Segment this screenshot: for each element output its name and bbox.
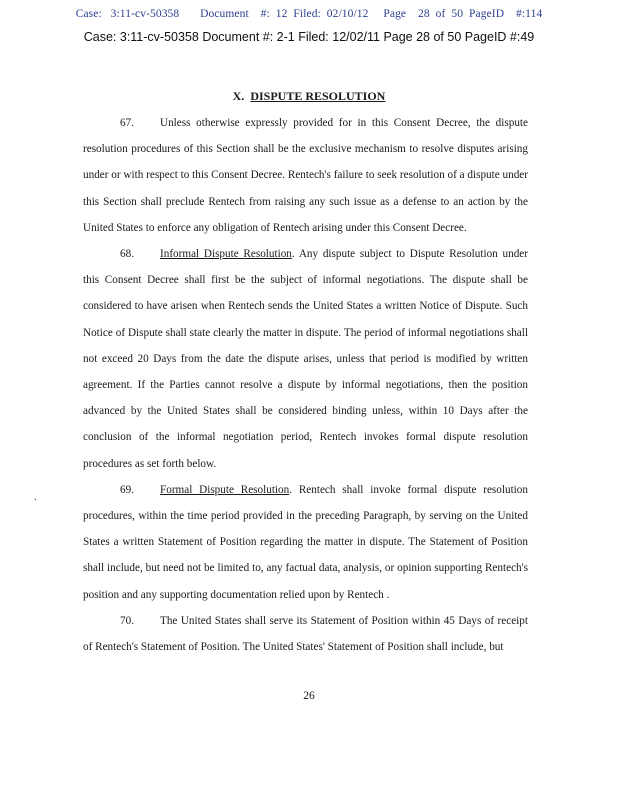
section-number: X. [232,89,245,103]
paragraph-69 [83,477,528,608]
page-number: 26 [303,690,315,702]
paragraph-number: 68. [120,248,134,261]
paragraph-number: 67. [120,117,134,129]
paragraph-number: 70. [120,614,134,627]
paragraph-heading: Formal Dispute Resolution [160,483,290,496]
paragraph-number: 69. [120,483,134,496]
paragraph-text: . Any dispute subject to Dispute Resolution under this Consent Decree shall first be the subject of informal negotiations. The dispute shall be considered to have arisen when Rentech sends the United States a written Notice of Dispute. Such Notice of Dispute shall state clearly the matter in dispute. The period of informal negotiations shall not exceed 20 Days from the date the dispute arises, unless that period is modified by written agreement. If the Parties cannot resolve a dispute by informal negotiations, then the position advanced by the United States shall be considered binding unless, within 10 Days after the conclusion of the informal negotiation period, Rentech invokes formal dispute resolution procedures as set forth below. [83,248,528,470]
paragraph-70 [83,608,528,660]
paragraph-text: . Rentech shall invoke formal dispute resolution procedures, within the time period provided in the preceding Paragraph, by serving on the United States a written Statement of Position regarding the matter in dispute. The Statement of Position shall include, but need not be limited to, any factual data, analysis, or opinion supporting Rentech's position and any supporting documentation relied upon by Rentech . [83,483,528,601]
paragraph-heading: Informal Dispute Resolution [160,248,292,261]
paragraph-text: Unless otherwise expressly provided for in this Consent Decree, the dispute resolution procedures of this Section shall be the exclusive mechanism to resolve disputes arising under or with respect to this Consent Decree. Rentech's failure to seek resolution of a dispute under this Section shall preclude Rentech from raising any such issue as a defense to an action by the United States to enforce any obligation of Rentech arising under this Consent Decree. [83,117,528,234]
ecf-header: Case: 3:11-cv-50358 Document #: 12 Filed: 02/10/12 Page 28 of 50 PageID #:114 [75,8,543,20]
section-title: DISPUTE RESOLUTION [250,89,386,103]
paragraph-text: The United States shall serve its Statement of Position within 45 Days of receipt of Rentech's Statement of Position. The United States' Statement of Position shall include, but [83,614,528,654]
section-heading [0,89,618,104]
paragraph-67 [83,110,528,241]
filing-header: Case: 3:11-cv-50358 Document #: 2-1 Filed: 12/02/11 Page 28 of 50 PageID #:49 [83,30,535,44]
body-text [83,110,528,660]
margin-mark: . [34,492,37,503]
paragraph-68 [83,241,528,477]
